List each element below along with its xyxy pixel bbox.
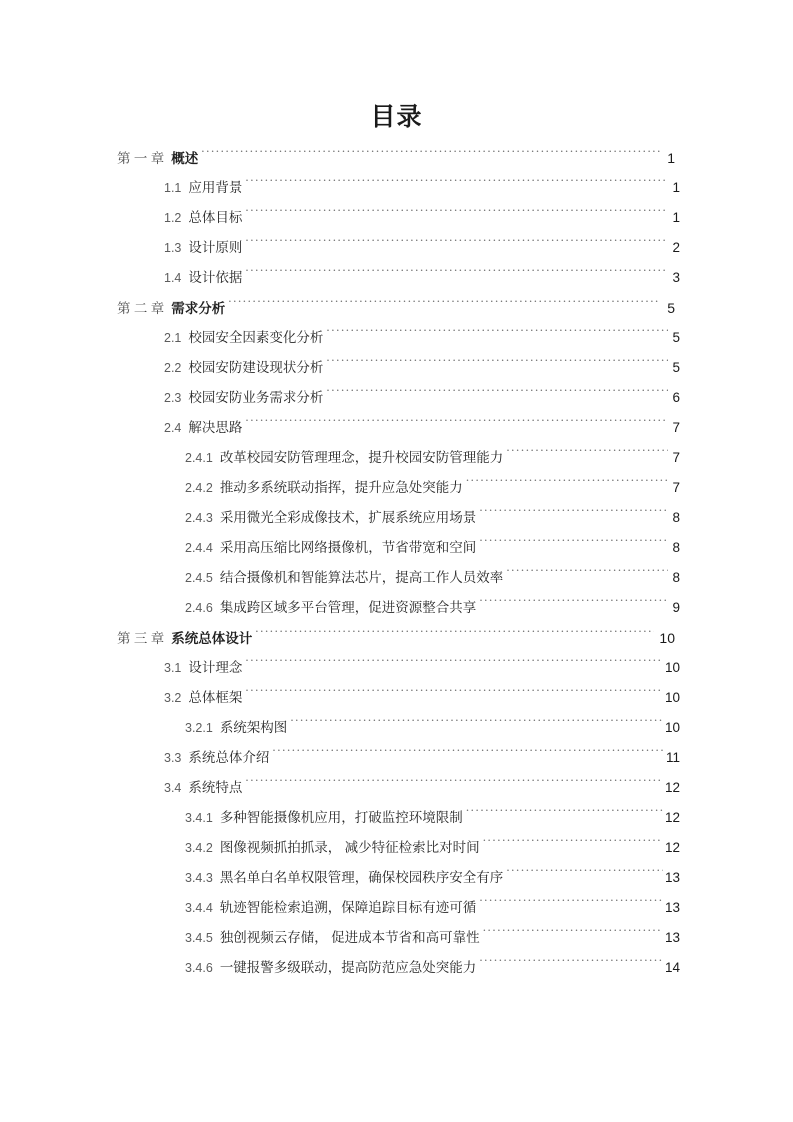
toc-entry[interactable] bbox=[0, 563, 793, 593]
toc-entry-number: 3.1 bbox=[164, 661, 182, 675]
toc-entry-number: 2.2 bbox=[164, 361, 182, 375]
toc-page-number: 5 bbox=[672, 360, 680, 375]
toc-entry-title: 多种智能摄像机应用，打破监控环境限制 bbox=[219, 810, 463, 825]
toc-page-number: 9 bbox=[672, 600, 680, 615]
toc-leader-dots bbox=[466, 479, 668, 493]
toc-leader-dots bbox=[245, 419, 668, 433]
toc-entry[interactable] bbox=[0, 413, 793, 443]
toc-leader-dots bbox=[290, 719, 663, 733]
toc-leader-dots bbox=[201, 150, 660, 164]
toc-entry-title: 设计原则 bbox=[188, 240, 243, 255]
toc-leader-dots bbox=[506, 569, 668, 583]
toc-entry-number: 1.3 bbox=[164, 241, 182, 255]
toc-entry-number: 3.4.2 bbox=[185, 841, 213, 855]
toc-entry[interactable] bbox=[0, 743, 793, 773]
toc-page-number: 12 bbox=[664, 840, 680, 855]
toc-entry-title: 图像视频抓拍抓录， 减少特征检索比对时间 bbox=[219, 840, 480, 855]
toc-page-number: 5 bbox=[667, 300, 675, 316]
toc-leader-dots bbox=[326, 359, 668, 373]
toc-entry-title: 集成跨区域多平台管理，促进资源整合共享 bbox=[219, 600, 477, 615]
toc-entry-title: 一键报警多级联动，提高防范应急处突能力 bbox=[219, 960, 477, 975]
toc-entry-number: 2.4.2 bbox=[185, 481, 213, 495]
toc-entry[interactable] bbox=[0, 503, 793, 533]
toc-entry-title: 概述 bbox=[171, 151, 199, 166]
toc-entry-number: 3.4 bbox=[164, 781, 182, 795]
toc-entry[interactable] bbox=[0, 143, 793, 173]
toc-entry-number: 3.4.4 bbox=[185, 901, 213, 915]
toc-leader-dots bbox=[483, 839, 663, 853]
toc-page-number: 13 bbox=[664, 870, 680, 885]
toc-page-number: 5 bbox=[672, 330, 680, 345]
toc-leader-dots bbox=[245, 659, 663, 673]
toc-entry-number: 2.4 bbox=[164, 421, 182, 435]
toc-entry[interactable] bbox=[0, 713, 793, 743]
toc-entry-title: 系统总体介绍 bbox=[188, 750, 270, 765]
toc-leader-dots bbox=[326, 329, 668, 343]
toc-page-number: 3 bbox=[672, 270, 680, 285]
toc-leader-dots bbox=[479, 599, 668, 613]
toc-entry-title: 改革校园安防管理理念，提升校园安防管理能力 bbox=[219, 450, 504, 465]
toc-entry[interactable] bbox=[0, 683, 793, 713]
toc-entry[interactable] bbox=[0, 443, 793, 473]
toc-page-number: 10 bbox=[664, 720, 680, 735]
toc-entry[interactable] bbox=[0, 923, 793, 953]
toc-entry[interactable] bbox=[0, 263, 793, 293]
toc-entry-title: 系统架构图 bbox=[219, 720, 288, 735]
toc-page-number: 8 bbox=[672, 510, 680, 525]
toc-entry-title: 总体框架 bbox=[188, 690, 243, 705]
toc-entry-number: 3.4.5 bbox=[185, 931, 213, 945]
toc-entry-title: 校园安防建设现状分析 bbox=[188, 360, 324, 375]
toc-entry[interactable] bbox=[0, 833, 793, 863]
toc-entry-number: 3.3 bbox=[164, 751, 182, 765]
toc-page-number: 11 bbox=[665, 750, 680, 765]
toc-leader-dots bbox=[479, 959, 663, 973]
toc-page-number: 1 bbox=[672, 210, 680, 225]
toc-entry-title: 轨迹智能检索追溯，保障追踪目标有迹可循 bbox=[219, 900, 477, 915]
toc-leader-dots bbox=[506, 449, 668, 463]
toc-page-number: 1 bbox=[667, 150, 675, 166]
toc-page-number: 10 bbox=[664, 660, 680, 675]
toc-entry[interactable] bbox=[0, 383, 793, 413]
toc-entry-title: 独创视频云存储， 促进成本节省和高可靠性 bbox=[219, 930, 480, 945]
toc-entry-number: 1.4 bbox=[164, 271, 182, 285]
toc-leader-dots bbox=[483, 929, 663, 943]
toc-entry-title: 结合摄像机和智能算法芯片，提高工作人员效率 bbox=[219, 570, 504, 585]
toc-leader-dots bbox=[245, 239, 668, 253]
toc-entry-title: 应用背景 bbox=[188, 180, 243, 195]
toc-entry[interactable] bbox=[0, 893, 793, 923]
toc-entry[interactable] bbox=[0, 803, 793, 833]
toc-entry[interactable] bbox=[0, 233, 793, 263]
toc-page-number: 12 bbox=[664, 810, 680, 825]
toc-entry-title: 采用高压缩比网络摄像机，节省带宽和空间 bbox=[219, 540, 477, 555]
toc-entry-number: 第 三 章 bbox=[117, 631, 165, 646]
toc-page-number: 10 bbox=[659, 630, 675, 646]
toc-entry-number: 3.2.1 bbox=[185, 721, 213, 735]
toc-entry-title: 解决思路 bbox=[188, 420, 243, 435]
toc-entry[interactable] bbox=[0, 173, 793, 203]
toc-entry[interactable] bbox=[0, 353, 793, 383]
toc-entry[interactable] bbox=[0, 203, 793, 233]
toc-entry-number: 第 一 章 bbox=[117, 151, 165, 166]
toc-entry-title: 校园安防业务需求分析 bbox=[188, 390, 324, 405]
toc-entry[interactable] bbox=[0, 533, 793, 563]
toc-entry-number: 3.4.6 bbox=[185, 961, 213, 975]
toc-page-number: 13 bbox=[664, 930, 680, 945]
toc-entry-number: 1.1 bbox=[164, 181, 182, 195]
toc-entry[interactable] bbox=[0, 653, 793, 683]
toc-entry-number: 2.1 bbox=[164, 331, 182, 345]
toc-entry-number: 3.4.3 bbox=[185, 871, 213, 885]
toc-leader-dots bbox=[326, 389, 668, 403]
toc-leader-dots bbox=[466, 809, 663, 823]
toc-page-number: 13 bbox=[664, 900, 680, 915]
toc-entry-title: 设计理念 bbox=[188, 660, 243, 675]
toc-entry-number: 2.4.1 bbox=[185, 451, 213, 465]
toc-page-number: 8 bbox=[672, 540, 680, 555]
toc-leader-dots bbox=[506, 869, 663, 883]
toc-leader-dots bbox=[272, 749, 664, 763]
toc-entry-title: 推动多系统联动指挥，提升应急处突能力 bbox=[219, 480, 463, 495]
toc-page-number: 2 bbox=[672, 240, 680, 255]
toc-entry-number: 2.4.4 bbox=[185, 541, 213, 555]
toc-page-number: 12 bbox=[664, 780, 680, 795]
toc-page-number: 1 bbox=[672, 180, 680, 195]
toc-entry[interactable] bbox=[0, 623, 793, 653]
toc-page-number: 7 bbox=[672, 420, 680, 435]
toc-leader-dots bbox=[479, 539, 668, 553]
toc-entry[interactable] bbox=[0, 323, 793, 353]
toc-entry-title: 系统总体设计 bbox=[171, 631, 253, 646]
toc-entry-number: 3.4.1 bbox=[185, 811, 213, 825]
toc-entry-title: 设计依据 bbox=[188, 270, 243, 285]
toc-leader-dots bbox=[255, 630, 654, 644]
toc-entry[interactable] bbox=[0, 593, 793, 623]
toc-leader-dots bbox=[245, 209, 668, 223]
toc-page-number: 7 bbox=[672, 450, 680, 465]
toc-entry-title: 校园安全因素变化分析 bbox=[188, 330, 324, 345]
page-title: 目录 bbox=[370, 102, 423, 131]
toc-entry-title: 需求分析 bbox=[171, 301, 226, 316]
toc-leader-dots bbox=[245, 689, 663, 703]
toc-leader-dots bbox=[228, 300, 660, 314]
table-of-contents bbox=[0, 143, 793, 983]
toc-entry-title: 采用微光全彩成像技术，扩展系统应用场景 bbox=[219, 510, 477, 525]
toc-entry-number: 2.4.5 bbox=[185, 571, 213, 585]
toc-entry-number: 3.2 bbox=[164, 691, 182, 705]
toc-page-number: 10 bbox=[664, 690, 680, 705]
toc-leader-dots bbox=[245, 179, 668, 193]
toc-entry[interactable] bbox=[0, 863, 793, 893]
toc-entry-title: 系统特点 bbox=[188, 780, 243, 795]
toc-page-number: 6 bbox=[672, 390, 680, 405]
toc-entry[interactable] bbox=[0, 473, 793, 503]
toc-entry[interactable] bbox=[0, 953, 793, 983]
toc-leader-dots bbox=[479, 899, 663, 913]
toc-entry-number: 2.4.6 bbox=[185, 601, 213, 615]
toc-page-number: 8 bbox=[672, 570, 680, 585]
toc-leader-dots bbox=[245, 779, 663, 793]
toc-leader-dots bbox=[479, 509, 668, 523]
toc-entry-number: 第 二 章 bbox=[117, 301, 165, 316]
toc-page-number: 14 bbox=[664, 960, 680, 975]
toc-entry-number: 1.2 bbox=[164, 211, 182, 225]
toc-leader-dots bbox=[245, 269, 668, 283]
toc-entry-title: 总体目标 bbox=[188, 210, 243, 225]
toc-entry[interactable] bbox=[0, 773, 793, 803]
toc-entry-number: 2.3 bbox=[164, 391, 182, 405]
toc-entry[interactable] bbox=[0, 293, 793, 323]
toc-entry-number: 2.4.3 bbox=[185, 511, 213, 525]
toc-page-number: 7 bbox=[672, 480, 680, 495]
toc-entry-title: 黑名单白名单权限管理，确保校园秩序安全有序 bbox=[219, 870, 504, 885]
